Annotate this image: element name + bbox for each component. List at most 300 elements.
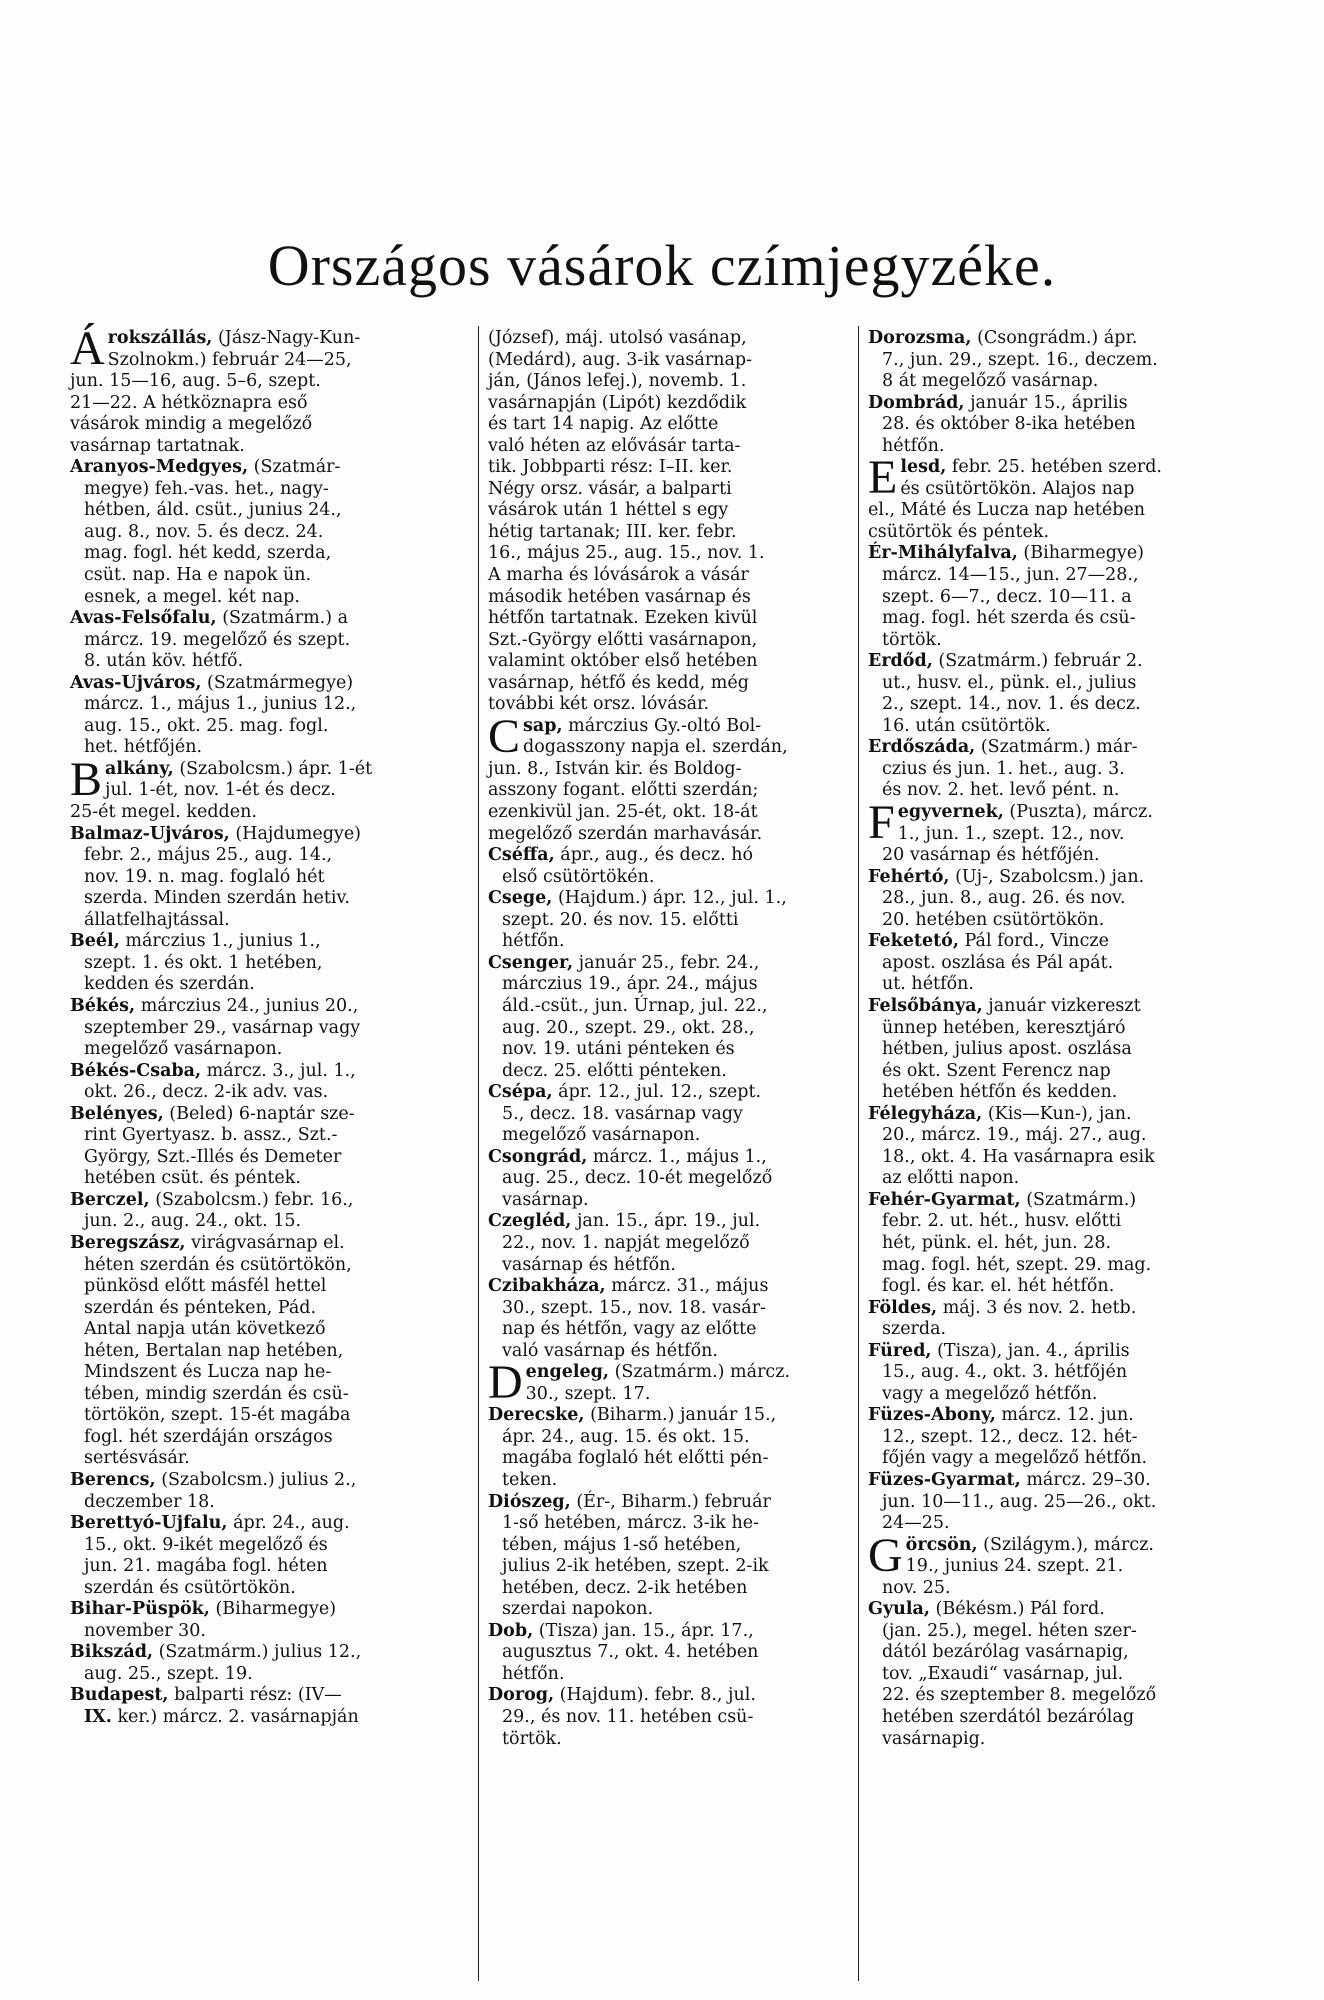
entry-line <box>868 1427 1258 1449</box>
entry-line <box>868 350 1258 372</box>
entry-line <box>488 1082 848 1104</box>
entry-line <box>868 522 1258 544</box>
entry-line <box>868 1578 1258 1600</box>
entry-text: (József), máj. utolsó vasánap, <box>488 328 747 348</box>
drop-cap: B <box>70 752 103 806</box>
entry-line <box>488 1276 848 1298</box>
entry-line <box>868 1707 1258 1729</box>
entry-text: 29., és nov. 11. hetében csü- <box>502 1707 754 1727</box>
entry-text: 19., junius 24. szept. 21. <box>905 1556 1124 1577</box>
entry-text: vásárok mindig a megelőző <box>70 414 313 435</box>
entry-text: és nov. 2. het. levő pént. n. <box>882 780 1120 801</box>
entry-line <box>70 974 472 996</box>
entry-line <box>868 1470 1258 1492</box>
entry-line <box>488 1535 848 1557</box>
entry-text: Pál ford., Vincze <box>964 931 1109 952</box>
entry-line <box>868 393 1258 415</box>
entry-text: Négy orsz. vásár, a balparti <box>488 478 732 499</box>
entry-line <box>70 414 472 436</box>
entry-line <box>488 608 848 630</box>
entry-text: csütörtök és péntek. <box>868 521 1050 542</box>
entry-text: szerda. Minden szerdán hetiv. <box>84 888 350 909</box>
entry-text: további két orsz. lóvásár. <box>488 694 710 715</box>
place-name: Berencs, <box>70 1469 156 1490</box>
place-name: Czibakháza, <box>488 1276 606 1297</box>
column-2 <box>488 328 848 1750</box>
entry-text: 8 át megelőző vasárnap. <box>882 371 1099 392</box>
entry-line <box>488 845 848 867</box>
entry-line <box>70 1125 472 1147</box>
drop-cap: Á <box>70 322 105 375</box>
entry-line <box>488 543 848 565</box>
entry-line <box>70 1018 472 1040</box>
entry-line <box>488 867 848 889</box>
entry-line <box>70 1621 472 1643</box>
entry-line <box>868 759 1258 781</box>
entry-text: szept. 20. és nov. 15. előtti <box>502 909 739 930</box>
entry-line <box>868 673 1258 695</box>
entry-line <box>70 1255 472 1277</box>
entry-text: vasárnap. <box>502 1189 589 1210</box>
drop-cap: C <box>488 709 521 763</box>
entry-line <box>868 1556 1258 1578</box>
entry-line <box>868 500 1258 522</box>
entry-line <box>70 500 472 522</box>
entry-text: való héten az elővásár tarta- <box>488 435 741 456</box>
entry-text: aug. 25., szept. 19. <box>84 1663 253 1684</box>
place-name: Derecske, <box>488 1405 585 1426</box>
entry-text: ker.) márcz. 2. vasárnapján <box>117 1707 359 1727</box>
place-name: Erdőszáda, <box>868 737 976 758</box>
entry-text: 20. hetében csütörtökön. <box>882 909 1105 930</box>
entry-text: czius és jun. 1. het., aug. 3. <box>882 758 1125 779</box>
entry-text: aug. 25., decz. 10-ét megelőző <box>502 1168 773 1189</box>
entry-text: augusztus 7., okt. 4. hetében <box>502 1642 759 1663</box>
place-name: Dorozsma, <box>868 328 972 348</box>
entry-line <box>868 974 1258 996</box>
entry-text: máj. 3 és nov. 2. hetb. <box>942 1297 1137 1318</box>
entry-line <box>488 630 848 652</box>
entry-text: tében, május 1-ső hetében, <box>502 1534 742 1555</box>
entry-line <box>488 1599 848 1621</box>
entry-line <box>868 996 1258 1018</box>
entry-line <box>488 888 848 910</box>
entry-text: vasárnapig. <box>882 1728 986 1749</box>
drop-cap: E <box>868 451 898 505</box>
entry-text: Szt.-György előtti vasárnapon, <box>488 629 758 650</box>
entry-line <box>488 1341 848 1363</box>
column-3 <box>868 328 1258 1750</box>
entry-line <box>70 608 472 630</box>
entry-text: nov. 19. n. mag. foglaló hét <box>84 866 325 887</box>
entry-text: megye) feh.-vas. het., nagy- <box>84 478 329 499</box>
entry-line <box>868 824 1258 846</box>
entry-line <box>868 1061 1258 1083</box>
entry-text: (Szatmárm.) julius 12., <box>158 1642 362 1663</box>
place-name: egyvernek, <box>897 802 1004 823</box>
entry-text: nov. 25. <box>882 1577 951 1598</box>
entry-text: magába foglaló hét előtti pén- <box>502 1448 769 1469</box>
entry-line <box>488 673 848 695</box>
entry-line <box>488 328 848 350</box>
place-name: Beregszász, <box>70 1232 186 1253</box>
entry-line <box>868 716 1258 738</box>
entry-line <box>70 457 472 479</box>
entry-line <box>868 414 1258 436</box>
entry-line <box>70 651 472 673</box>
entry-line <box>488 1664 848 1686</box>
entry-text: ápr. 12., jul. 12., szept. <box>558 1082 762 1103</box>
entry-text: második hetében vasárnap és <box>488 586 751 607</box>
entry-line <box>868 1190 1258 1212</box>
entry-line <box>70 1685 472 1707</box>
entry-text: jan. 15., ápr. 19., jul. <box>576 1211 761 1232</box>
entry-text: márczius 19., ápr. 24., május <box>502 974 758 995</box>
entry-text: héten, Bertalan nap hetében, <box>84 1340 344 1361</box>
entry-line <box>868 1642 1258 1664</box>
entry-text: törtök. <box>502 1728 562 1749</box>
place-name: lesd, <box>900 457 947 478</box>
entry-text: (Biharmegye) <box>215 1599 337 1620</box>
entry-line <box>488 1405 848 1427</box>
entry-line <box>488 1384 848 1406</box>
entry-line <box>70 780 472 802</box>
place-name: Felsőbánya, <box>868 995 983 1016</box>
entry-text: (Szilágym.), márcz. <box>983 1534 1154 1555</box>
entry-text: vasárnap és hétfőn. <box>502 1254 676 1275</box>
entry-line <box>488 1190 848 1212</box>
entry-line <box>70 1470 472 1492</box>
entry-text: (Jász-Nagy-Kun- <box>217 328 361 348</box>
entry-text: 12., szept. 12., decz. 12. hét- <box>882 1426 1138 1447</box>
entry-line <box>488 565 848 587</box>
entry-line <box>488 1642 848 1664</box>
entry-line <box>488 1448 848 1470</box>
entry-line <box>488 1319 848 1341</box>
entry-line <box>70 716 472 738</box>
entry-text: decz. 25. előtti pénteken. <box>502 1060 727 1081</box>
place-name: Fehér-Gyarmat, <box>868 1189 1021 1210</box>
entry-line <box>70 888 472 910</box>
entry-text: márcz. 1., május 1., <box>592 1146 767 1167</box>
entry-text: tik. Jobbparti rész: I–II. ker. <box>488 457 733 478</box>
entry-line <box>868 694 1258 716</box>
entry-text: febr. 2., május 25., aug. 14., <box>84 845 333 866</box>
place-name: Fehértó, <box>868 866 950 887</box>
entry-line <box>70 845 472 867</box>
entry-text: Szolnokm.) február 24—25, <box>107 349 352 370</box>
entry-text: első csütörtökén. <box>502 866 655 887</box>
entry-line <box>70 1707 472 1729</box>
place-name: engeleg, <box>525 1362 610 1383</box>
entry-text: ápr. 24., aug. 15. és okt. 15. <box>502 1426 750 1447</box>
entry-text: ápr. 24., aug. <box>233 1513 350 1534</box>
entry-text: vásárok után 1 héttel s egy <box>488 500 729 521</box>
entry-line <box>70 1448 472 1470</box>
entry-text: 1., jun. 1., szept. 12., nov. <box>897 823 1125 844</box>
place-name: Dombrád, <box>868 392 965 413</box>
place-name: Dob, <box>488 1620 534 1641</box>
entry-line <box>868 1018 1258 1040</box>
entry-text: hetében szerdától bezárólag <box>882 1707 1135 1727</box>
entry-text: (Hajdumegye) <box>235 823 362 844</box>
place-name: Félegyháza, <box>868 1103 983 1124</box>
entry-text: márcz. 29–30. <box>1026 1469 1151 1490</box>
entry-text: 7., jun. 29., szept. 16., deczem. <box>882 349 1158 370</box>
entry-line <box>488 1211 848 1233</box>
entry-line <box>488 1147 848 1169</box>
entry-text: valamint október első hetében <box>488 651 758 672</box>
entry-line <box>868 1513 1258 1535</box>
entry-line <box>488 780 848 802</box>
entry-text: pünkösd előtt másfél hettel <box>84 1276 327 1297</box>
place-name: sap, <box>523 715 563 736</box>
entry-line <box>488 1685 848 1707</box>
entry-line <box>70 1642 472 1664</box>
entry-line <box>70 1535 472 1557</box>
entry-text: mag. fogl. hét szerda és csü- <box>882 608 1136 629</box>
entry-text: megelőző vasárnapon. <box>84 1039 283 1060</box>
entry-line <box>488 931 848 953</box>
entry-line <box>70 1513 472 1535</box>
entry-line <box>70 522 472 544</box>
entry-line <box>488 1255 848 1277</box>
entry-text: szerdán és pénteken, Pád. <box>84 1297 317 1318</box>
entry-line <box>868 630 1258 652</box>
entry-text: hétig tartanak; III. ker. febr. <box>488 521 737 542</box>
entry-line <box>70 1599 472 1621</box>
entry-text: ut. hétfőn. <box>882 974 974 995</box>
entry-line <box>70 1405 472 1427</box>
entry-line <box>488 802 848 824</box>
entry-line <box>488 1039 848 1061</box>
entry-text: megelőző szerdán marhavásár. <box>488 823 763 844</box>
entry-text: márcz. 3., jul. 1., <box>206 1060 356 1081</box>
entry-text: (Puszta), márcz. <box>1009 802 1153 823</box>
place-name: Beél, <box>70 931 120 952</box>
entry-text: szerdai napokon. <box>502 1599 654 1620</box>
entry-line <box>868 780 1258 802</box>
entry-text: aug. 15., okt. 25. mag. fogl. <box>84 715 329 736</box>
entry-text: fogl. hét szerdáján országos <box>84 1426 333 1447</box>
entry-line <box>868 1448 1258 1470</box>
place-name: Diószeg, <box>488 1491 571 1512</box>
entry-text: márcz. 12. jun. <box>1001 1405 1134 1426</box>
entry-text: az előtti napon. <box>882 1168 1020 1189</box>
entry-text: dogasszony napja el. szerdán, <box>523 737 788 758</box>
entry-line <box>868 587 1258 609</box>
entry-text: (Szatmárm.) <box>1026 1189 1137 1210</box>
entry-line <box>488 1707 848 1729</box>
entry-line <box>70 1384 472 1406</box>
entry-line <box>488 1298 848 1320</box>
entry-text: (Szatmárm.) február 2. <box>938 651 1143 672</box>
entry-text: törtökön, szept. 15-ét magába <box>84 1405 351 1426</box>
entry-line <box>70 931 472 953</box>
entry-line <box>70 1362 472 1384</box>
entry-line <box>488 694 848 716</box>
entry-line <box>70 737 472 759</box>
entry-text: balparti rész: (IV— <box>174 1685 342 1706</box>
entry-line <box>488 1621 848 1643</box>
entry-line <box>488 1470 848 1492</box>
entry-text: hetében, decz. 2-ik hetében <box>502 1577 748 1598</box>
place-name: Csenger, <box>488 952 574 973</box>
column-1 <box>70 322 472 1729</box>
entry-line <box>70 802 472 824</box>
place-name: Czegléd, <box>488 1211 572 1232</box>
entry-text: 15., aug. 4., okt. 3. hétfőjén <box>882 1362 1128 1383</box>
entry-text: ut., husv. el., pünk. el., julius <box>882 672 1137 693</box>
entry-line <box>868 931 1258 953</box>
entry-text: (Tisza) jan. 15., ápr. 17., <box>538 1620 754 1641</box>
entry-text: hét, pünk. el. hét, jun. 28. <box>882 1232 1112 1253</box>
entry-text: törtök. <box>882 629 942 650</box>
place-name: Csépa, <box>488 1082 553 1103</box>
entry-line <box>868 910 1258 932</box>
entry-line <box>70 1492 472 1514</box>
entry-text: szept. 1. és okt. 1 hetében, <box>84 952 323 973</box>
entry-line <box>70 953 472 975</box>
entry-line <box>70 1082 472 1104</box>
entry-line <box>868 1664 1258 1686</box>
entry-line <box>488 1492 848 1514</box>
entry-text: (Szatmárm.) márcz. <box>614 1362 791 1383</box>
entry-text: és okt. Szent Ferencz nap <box>882 1060 1111 1081</box>
entry-line <box>488 953 848 975</box>
place-name: Aranyos-Medgyes, <box>70 457 249 478</box>
entry-line <box>488 457 848 479</box>
entry-text: ápr., aug., és decz. hó <box>560 845 754 866</box>
place-name: Földes, <box>868 1297 938 1318</box>
entry-text: nov. 19. utáni pénteken és <box>502 1039 735 1060</box>
entry-line <box>868 1405 1258 1427</box>
entry-text: január 15., április <box>970 392 1128 413</box>
entry-line <box>868 371 1258 393</box>
column-divider <box>858 326 859 1981</box>
entry-text: (Kis—Kun-), jan. <box>987 1103 1132 1124</box>
entry-text: (Szabolcsm.) ápr. 1-ét <box>179 758 373 779</box>
entry-text: szept. 6—7., decz. 10—11. a <box>882 586 1132 607</box>
drop-cap: D <box>488 1356 523 1410</box>
place-name: Dorog, <box>488 1685 555 1706</box>
place-name: Budapest, <box>70 1685 169 1706</box>
entry-line <box>488 1061 848 1083</box>
place-name: Füzes-Abony, <box>868 1405 996 1426</box>
place-name: Békés-Csaba, <box>70 1060 202 1081</box>
entry-text: és tart 14 napig. Az előtte <box>488 414 719 435</box>
entry-line <box>70 1190 472 1212</box>
place-name: Berettyó-Ujfalu, <box>70 1513 228 1534</box>
entry-line <box>868 328 1258 350</box>
entry-text: való vasárnap és hétfőn. <box>502 1340 718 1361</box>
entry-line <box>868 436 1258 458</box>
entry-text: (Tisza), jan. 4., április <box>937 1340 1130 1361</box>
entry-line <box>868 1233 1258 1255</box>
entry-line <box>70 673 472 695</box>
entry-line <box>70 1211 472 1233</box>
entry-line <box>488 414 848 436</box>
entry-text: márcz. 31., május <box>611 1276 769 1297</box>
entry-text: asszony fogant. előtti szerdán; <box>488 780 759 801</box>
entry-text: vasárnapján (Lipót) kezdődik <box>488 392 747 413</box>
entry-line <box>70 996 472 1018</box>
entry-line <box>70 350 472 372</box>
entry-line <box>868 1104 1258 1126</box>
column-divider <box>478 326 479 1981</box>
entry-line <box>488 974 848 996</box>
entry-text: (Biharmegye) <box>1023 543 1144 564</box>
entry-text: szerdán és csütörtökön. <box>84 1577 296 1598</box>
entry-text: főjén vagy a megelőző hétfőn. <box>882 1448 1148 1469</box>
entry-line <box>488 500 848 522</box>
entry-text: csüt. nap. Ha e napok ün. <box>84 565 312 586</box>
entry-text: nap és hétfőn, vagy az előtte <box>502 1319 757 1340</box>
entry-line <box>488 1556 848 1578</box>
place-name: Avas-Felsőfalu, <box>70 608 217 629</box>
entry-text: 1-ső hetében, márcz. 3-ik he- <box>502 1513 759 1534</box>
entry-text: márcz. 19. megelőző és szept. <box>84 629 351 650</box>
entry-text: aug. 8., nov. 5. és decz. 24. <box>84 521 324 542</box>
entry-text: hetében csüt. és péntek. <box>84 1168 301 1189</box>
entry-line <box>488 1168 848 1190</box>
entry-line <box>70 1578 472 1600</box>
entry-line <box>488 1233 848 1255</box>
entry-text: hétfőn tartatnak. Ezeken kivül <box>488 608 758 629</box>
entry-text: hétfőn. <box>502 931 565 952</box>
entry-text: hétfőn. <box>502 1663 565 1684</box>
entry-line <box>70 824 472 846</box>
entry-text: 2., szept. 14., nov. 1. és decz. <box>882 694 1141 715</box>
entry-line <box>70 371 472 393</box>
place-name: Cséffa, <box>488 845 555 866</box>
entry-text: okt. 26., decz. 2-ik adv. vas. <box>84 1082 329 1103</box>
entry-text: ünnep hetében, keresztjáró <box>882 1017 1126 1038</box>
drop-cap: F <box>868 796 895 850</box>
entry-line <box>488 759 848 781</box>
entry-text: (Hajdum.) ápr. 12., jul. 1., <box>557 888 787 909</box>
entry-text: apost. oszlása és Pál apát. <box>882 952 1114 973</box>
entry-text: (Hajdum). febr. 8., jul. <box>559 1685 756 1706</box>
entry-line <box>70 1319 472 1341</box>
entry-line <box>488 587 848 609</box>
entry-text: (Szatmárm.) a <box>222 608 349 629</box>
entry-line <box>70 1276 472 1298</box>
entry-line <box>70 1061 472 1083</box>
entry-line <box>868 953 1258 975</box>
entry-text: julius 2-ik hetében, szept. 2-ik <box>502 1556 769 1577</box>
entry-text: november 30. <box>84 1620 206 1641</box>
entry-line <box>488 737 848 759</box>
place-name: IX. <box>84 1707 112 1727</box>
entry-text: mag. fogl. hét kedd, szerda, <box>84 543 332 564</box>
entry-text: 22., nov. 1. napját megelőző <box>502 1232 750 1253</box>
entry-text: ján, (János lefej.), novemb. 1. <box>488 371 747 392</box>
place-name: Erdőd, <box>868 651 933 672</box>
entry-line <box>868 1168 1258 1190</box>
entry-line <box>868 845 1258 867</box>
entry-text: 5., decz. 18. vasárnap vagy <box>502 1103 743 1124</box>
entry-text: virágvasárnap el. <box>191 1232 345 1253</box>
entry-text: fogl. és kar. el. hét hétfőn. <box>882 1276 1115 1297</box>
entry-text: 20 vasárnap és hétfőjén. <box>882 845 1100 866</box>
entry-text: jun. 8., István kir. és Boldog- <box>488 758 742 779</box>
entry-line <box>70 1664 472 1686</box>
entry-text: 25-ét megel. kedden. <box>70 802 257 823</box>
entry-line <box>868 543 1258 565</box>
entry-line <box>70 1104 472 1126</box>
entry-line <box>488 393 848 415</box>
